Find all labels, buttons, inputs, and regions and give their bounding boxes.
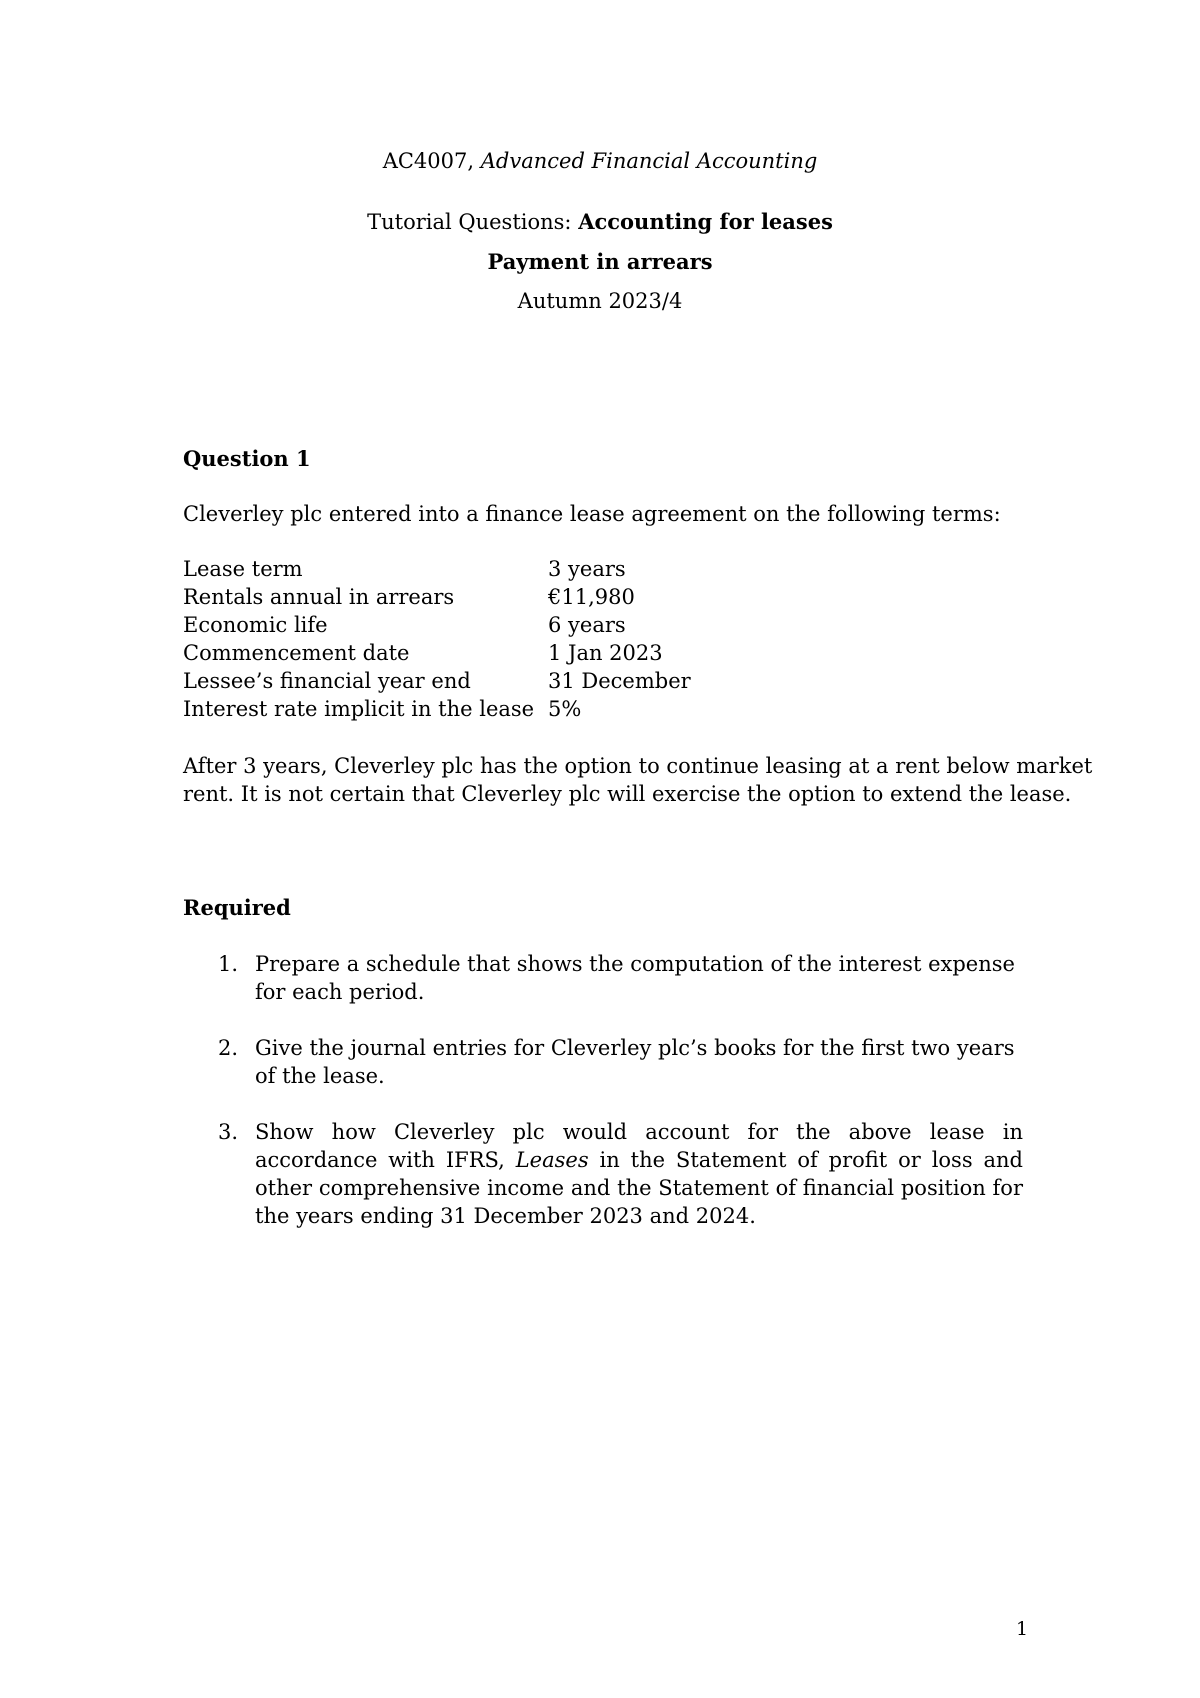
- subtitle: Payment in arrears: [487, 249, 713, 274]
- required-heading: Required: [183, 895, 291, 920]
- page-number: 1: [1016, 1618, 1029, 1640]
- term-label: Economic life: [183, 613, 328, 637]
- item-text: Prepare a schedule that shows the computation of the interest expense for each period.: [255, 952, 1015, 1004]
- term-label: Rentals annual in arrears: [183, 585, 455, 609]
- required-item-2: [183, 1034, 1023, 1090]
- course-name: Advanced Financial Accounting: [480, 149, 818, 173]
- item-text-part: in the Statement of profit or loss and other comprehensive income and the Statement of financial position for the years ending 31 December 2023 and 2024.: [255, 1148, 1023, 1228]
- item-text: Give the journal entries for Cleverley plc’s books for the first two years of the lease.: [255, 1036, 1015, 1088]
- term-label: Interest rate implicit in the lease: [183, 697, 535, 721]
- term-value: €11,980: [548, 585, 635, 609]
- lease-term-row: [183, 555, 783, 583]
- option-note-line-2: rent. It is not certain that Cleverley plc will exercise the option to extend the lease.: [183, 782, 1072, 806]
- term-label: Lease term: [183, 557, 303, 581]
- term-label: Lessee’s financial year end: [183, 669, 471, 693]
- term-value: 3 years: [548, 557, 626, 581]
- lease-term-row: [183, 611, 783, 639]
- tutorial-topic: Accounting for leases: [578, 209, 833, 234]
- item-number: 2.: [218, 1036, 239, 1060]
- course-code: AC4007,: [382, 149, 475, 173]
- item-text-part: Show how Cleverley plc would account for the above lease in accordance with IFRS,: [255, 1120, 1023, 1172]
- required-item-3: [183, 1118, 1023, 1230]
- term-value: 1 Jan 2023: [548, 641, 663, 665]
- term-label: Commencement date: [183, 641, 410, 665]
- option-note-line-1: After 3 years, Cleverley plc has the option to continue leasing at a rent below market: [183, 754, 1093, 778]
- lease-term-row: [183, 667, 783, 695]
- lease-terms-table: [183, 555, 783, 723]
- item-text-italic: Leases: [515, 1148, 589, 1172]
- tutorial-prefix: Tutorial Questions:: [367, 210, 572, 234]
- term: Autumn 2023/4: [517, 289, 683, 313]
- lease-term-row: [183, 583, 783, 611]
- lease-term-row: [183, 639, 783, 667]
- lease-term-row: [183, 695, 783, 723]
- term-value: 5%: [548, 697, 582, 721]
- required-item-1: [183, 950, 1023, 1006]
- tutorial-title: [0, 208, 1200, 236]
- term-value: 31 December: [548, 669, 691, 693]
- question-1-heading: Question 1: [183, 446, 311, 471]
- item-text: [255, 1118, 1023, 1230]
- question-1-intro: Cleverley plc entered into a finance lease agreement on the following terms:: [183, 502, 1001, 526]
- required-list: [183, 950, 1023, 1258]
- item-number: 3.: [218, 1120, 239, 1144]
- item-number: 1.: [218, 952, 239, 976]
- term-value: 6 years: [548, 613, 626, 637]
- course-title: [0, 147, 1200, 175]
